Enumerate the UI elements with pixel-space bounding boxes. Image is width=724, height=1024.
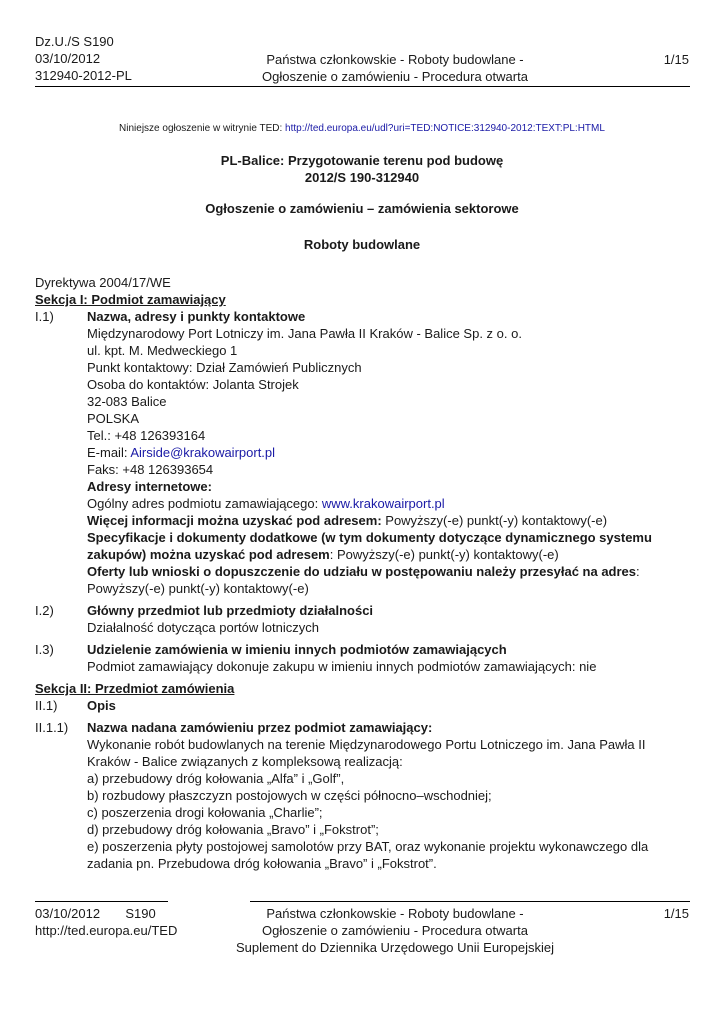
section-i2: I.2) Główny przedmiot lub przedmioty działalności Działalność dotycząca portów lotniczych [35,603,374,635]
notice-category: Roboty budowlane [303,237,421,252]
list-item: d) przebudowy dróg kołowania „Bravo” i „Fokstrot”; [87,822,379,837]
footer-meta: 03/10/2012 S190 http://ted.europa.eu/TED [35,906,178,938]
list-item: a) przebudowy dróg kołowania „Alfa” i „Golf”, [87,771,345,786]
header-divider [35,86,690,87]
general-address-line: Ogólny adres podmiotu zamawiającego: www.krakowairport.pl [87,496,445,511]
section-2-title: Sekcja II: Przedmiot zamówienia [35,681,235,696]
section-ii1: II.1) Opis [35,698,116,713]
header-ref: 312940-2012-PL [35,68,132,83]
email-line: E-mail: Airside@krakowairport.pl [87,445,276,460]
email-link[interactable]: Airside@krakowairport.pl [130,445,276,460]
notice-title: PL-Balice: Przygotowanie terenu pod budowę 2012/S 190-312940 [220,153,504,185]
notice-body [35,274,690,877]
section-i1: I.1) Nazwa, adresy i punkty kontaktowe Międzynarodowy Port Lotniczy im. Jana Pawła II Kraków - Balice Sp. z o. o. ul. kpt. M. Medweckiego 1 Punkt kontaktowy: Dział Zamówień Publicznych Osoba do kontaktów: Jolanta Strojek 32-083 Balice POLSKA Tel.: +48 126393164 E-mail: Airside@krakowairport.pl Faks: +48 126393654 Adresy internetowe: Ogólny adres podmiotu zamawiającego: www.krakowairport.pl Więcej informacji można uzyskać pod adresem: Powyższy(-e) punkt(-y) kontaktowy(-e) Specyfikacje i dokumenty dodatkowe (w tym dokumenty dotyczące dynamicznego systemu zakupów) można uzyskać pod adresem: Powyższy(-e) punkt(-y) kontaktowy(-e) Oferty lub wnioski o dopuszczenie do udziału w postępowaniu należy przesyłać na adres: Powyższy(-e) punkt(-y) kontaktowy(-e) [35,308,690,597]
header-date: 03/10/2012 [35,51,101,66]
phone: Tel.: +48 126393164 [87,428,206,443]
list-item: e) poszerzenia płyty postojowej samolotów przy BAT, oraz wykonanie projektu wykonawczego dla zadania pn. Przebudowa dróg kołowania „Bravo” i „Fokstrot”. [87,839,649,871]
ted-notice-link[interactable]: http://ted.europa.eu/udl?uri=TED:NOTICE:312940-2012:TEXT:PL:HTML [285,123,605,134]
section-1-title: Sekcja I: Podmiot zamawiający [35,292,226,307]
directive: Dyrektywa 2004/17/WE [35,275,171,290]
website-link[interactable]: www.krakowairport.pl [321,496,445,511]
org-name: Międzynarodowy Port Lotniczy im. Jana Pawła II Kraków - Balice Sp. z o. o. [87,326,522,341]
footer-divider-right [250,901,690,902]
fax: Faks: +48 126393654 [87,462,214,477]
footer-title: Państwa członkowskie - Roboty budowlane - Ogłoszenie o zamówieniu - Procedura otwarta Suplement do Dziennika Urzędowego Unii Europejskiej [236,906,554,955]
notice-type: Ogłoszenie o zamówieniu – zamówienia sektorowe [205,201,519,216]
section-i3: I.3) Udzielenie zamówienia w imieniu innych podmiotów zamawiających Podmiot zamawiający dokonuje zakupu w imieniu innych podmiotów zamawiających: nie [35,642,597,674]
header-title: Państwa członkowskie - Roboty budowlane - Ogłoszenie o zamówieniu - Procedura otwarta [262,52,528,84]
list-item: c) poszerzenia drogi kołowania „Charlie”; [87,805,323,820]
section-ii1-1: II.1.1) Nazwa nadana zamówieniu przez podmiot zamawiający: Wykonanie robót budowlanych na terenie Międzynarodowego Portu Lotniczego im. Jana Pawła II Kraków - Balice związanych z kompleksową realizacją: a) przebudowy dróg kołowania „Alfa” i „Golf”, b) rozbudowy płaszczyzn postojowych w części północno–wschodniej; c) poszerzenia drogi kołowania „Charlie”; d) przebudowy dróg kołowania „Bravo” i „Fokstrot”; e) poszerzenia płyty postojowej samolotów przy BAT, oraz wykonanie projektu wykonawczego dla zadania pn. Przebudowa dróg kołowania „Bravo” i „Fokstrot”. [35,719,690,872]
footer-url: http://ted.europa.eu/TED [35,923,178,938]
list-item: b) rozbudowy płaszczyzn postojowych w części północno–wschodniej; [87,788,492,803]
ted-notice: Niniejsze ogłoszenie w witrynie TED: http://ted.europa.eu/udl?uri=TED:NOTICE:312940-2012:TEXT:PL:HTML [119,123,605,134]
header-page-number: 1/15 [663,52,689,67]
header-meta [35,33,132,84]
footer-divider-left [35,901,168,902]
header-journal: Dz.U./S S190 [35,34,114,49]
footer-page-number: 1/15 [663,906,689,921]
